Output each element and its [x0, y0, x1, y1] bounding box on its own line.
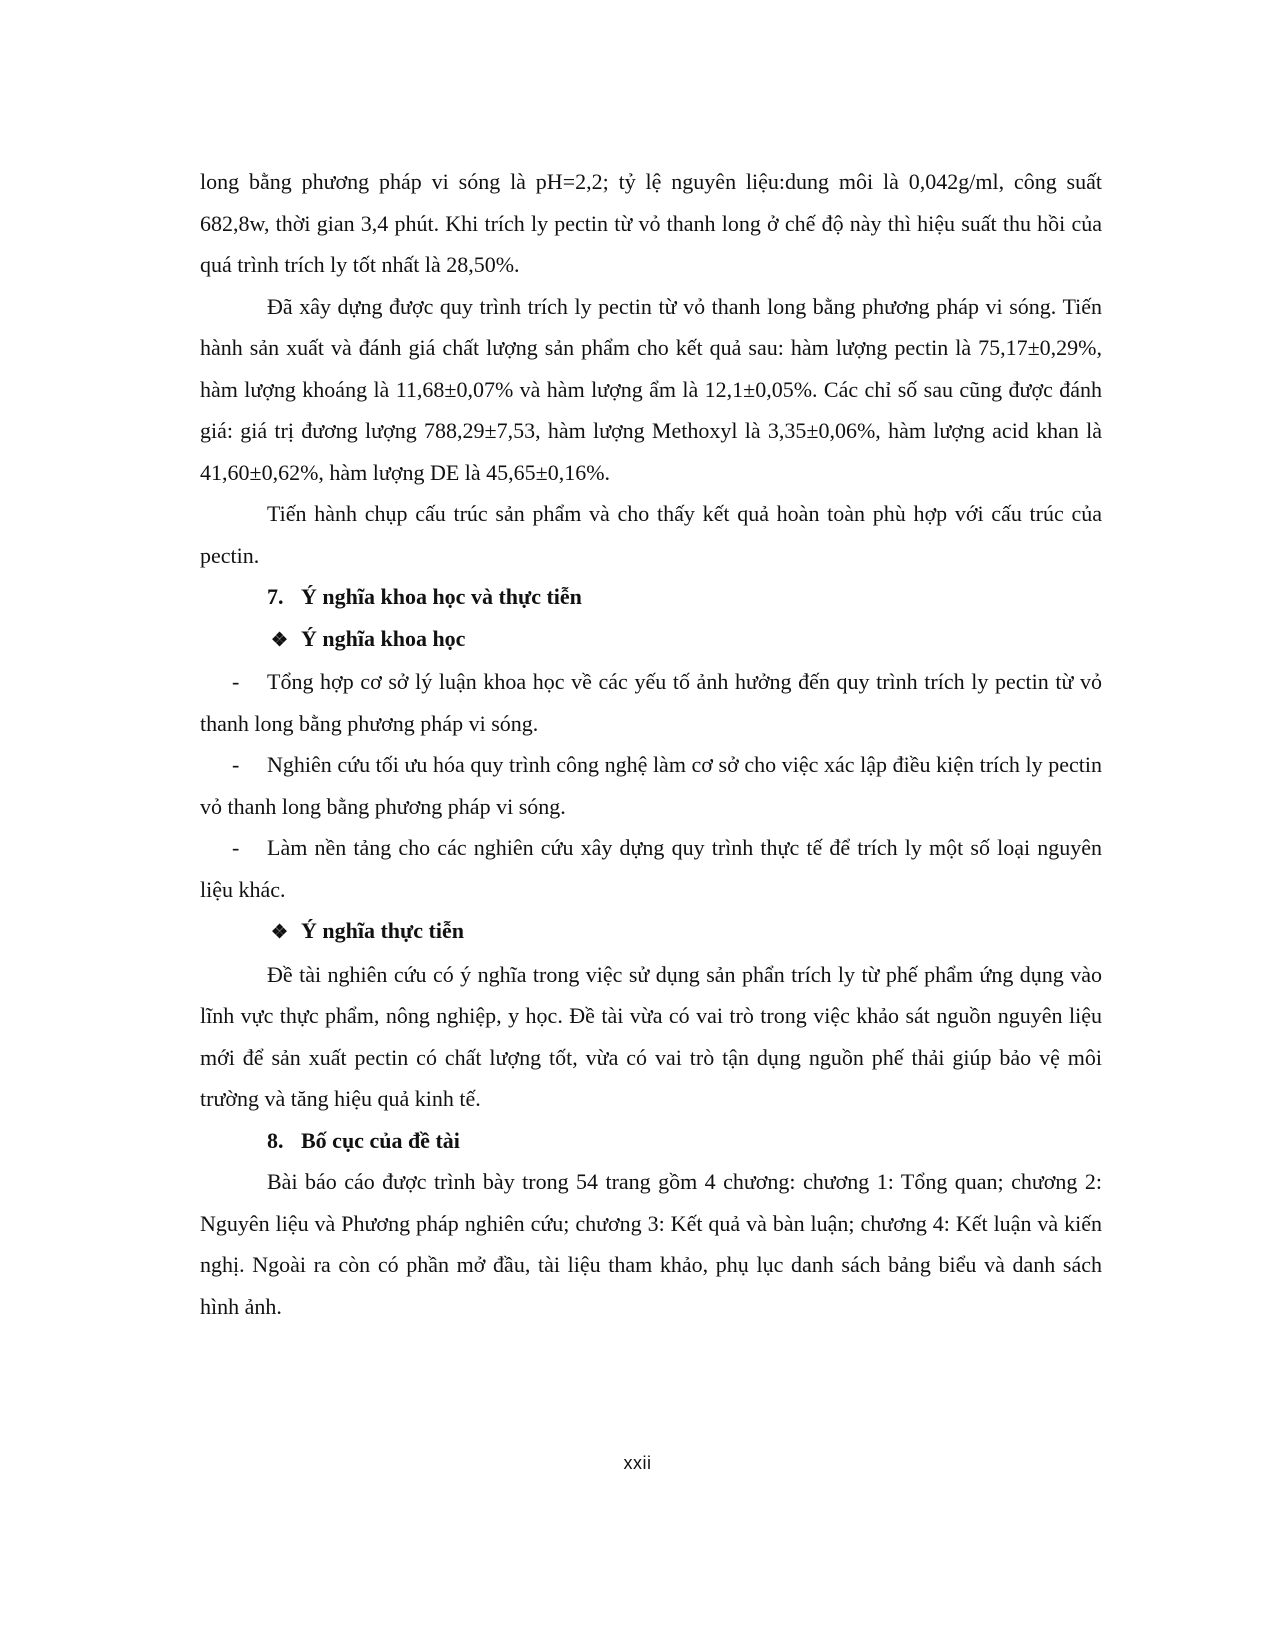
- section-7-heading: [200, 576, 1102, 618]
- paragraph-process-quality: Đã xây dựng được quy trình trích ly pectin từ vỏ thanh long bằng phương pháp vi sóng. Tiến hành sản xuất và đánh giá chất lượng sản phẩm cho kết quả sau: hàm lượng pectin là 75,17±0,29%, hàm lượng khoáng là 11,68±0,07% và hàm lượng ẩm là 12,1±0,05%. Các chỉ số sau cũng được đánh giá: giá trị đương lượng 788,29±7,53, hàm lượng Methoxyl là 3,35±0,06%, hàm lượng acid khan là 41,60±0,62%, hàm lượng DE là 45,65±0,16%.: [200, 293, 1102, 485]
- document-page: [200, 161, 1102, 1327]
- list-item: [200, 827, 1102, 910]
- paragraph-practical-significance: Đề tài nghiên cứu có ý nghĩa trong việc sử dụng sản phẩn trích ly từ phế phẩm ứng dụng vào lĩnh vực thực phẩm, nông nghiệp, y học. Đề tài vừa có vai trò trong việc khảo sát nguồn nguyên liệu mới để sản xuất pectin có chất lượng tốt, vừa có vai trò tận dụng nguồn phế thải giúp bảo vệ môi trường và tăng hiệu quả kinh tế.: [200, 961, 1102, 1111]
- dash-bullet: -: [232, 669, 240, 694]
- section-8-number: 8.: [267, 1127, 284, 1153]
- page-number: xxii: [623, 1453, 652, 1473]
- dash-bullet: -: [232, 752, 240, 777]
- list-item-text: Làm nền tảng cho các nghiên cứu xây dựng quy trình thực tế để trích ly một số loại nguyên liệu khác.: [200, 835, 1102, 902]
- list-item-text: Nghiên cứu tối ưu hóa quy trình công nghệ làm cơ sở cho việc xác lập điều kiện trích ly pectin vỏ thanh long bằng phương pháp vi sóng.: [200, 752, 1102, 819]
- scientific-significance-title: Ý nghĩa khoa học: [301, 625, 466, 651]
- paragraph-structure-analysis: Tiến hành chụp cấu trúc sản phẩm và cho thấy kết quả hoàn toàn phù hợp với cấu trúc của pectin.: [200, 501, 1102, 568]
- section-8-heading: [200, 1120, 1102, 1162]
- dash-bullet: -: [232, 835, 240, 860]
- scientific-significance-heading: [200, 618, 1102, 662]
- diamond-bullet-icon: ❖: [271, 629, 289, 651]
- paragraph-results-summary: long bằng phương pháp vi sóng là pH=2,2; tỷ lệ nguyên liệu:dung môi là 0,042g/ml, công suất 682,8w, thời gian 3,4 phút. Khi trích ly pectin từ vỏ thanh long ở chế độ này thì hiệu suất thu hồi của quá trình trích ly tốt nhất là 28,50%.: [200, 169, 1102, 277]
- section-8-title: Bố cục của đề tài: [301, 1127, 460, 1153]
- practical-significance-title: Ý nghĩa thực tiễn: [301, 918, 464, 943]
- diamond-bullet-icon: ❖: [271, 922, 289, 943]
- list-item: [200, 744, 1102, 827]
- section-7-number: 7.: [267, 584, 284, 609]
- list-item-text: Tổng hợp cơ sở lý luận khoa học về các yếu tố ảnh hưởng đến quy trình trích ly pectin từ vỏ thanh long bằng phương pháp vi sóng.: [200, 669, 1102, 736]
- paragraph-report-layout: Bài báo cáo được trình bày trong 54 trang gồm 4 chương: chương 1: Tổng quan; chương 2: Nguyên liệu và Phương pháp nghiên cứu; chương 3: Kết quả và bàn luận; chương 4: Kết luận và kiến nghị. Ngoài ra còn có phần mở đầu, tài liệu tham khảo, phụ lục danh sách bảng biểu và danh sách hình ảnh.: [200, 1169, 1102, 1319]
- section-7-title: Ý nghĩa khoa học và thực tiễn: [301, 584, 582, 609]
- practical-significance-heading: [200, 910, 1102, 954]
- list-item: [200, 661, 1102, 744]
